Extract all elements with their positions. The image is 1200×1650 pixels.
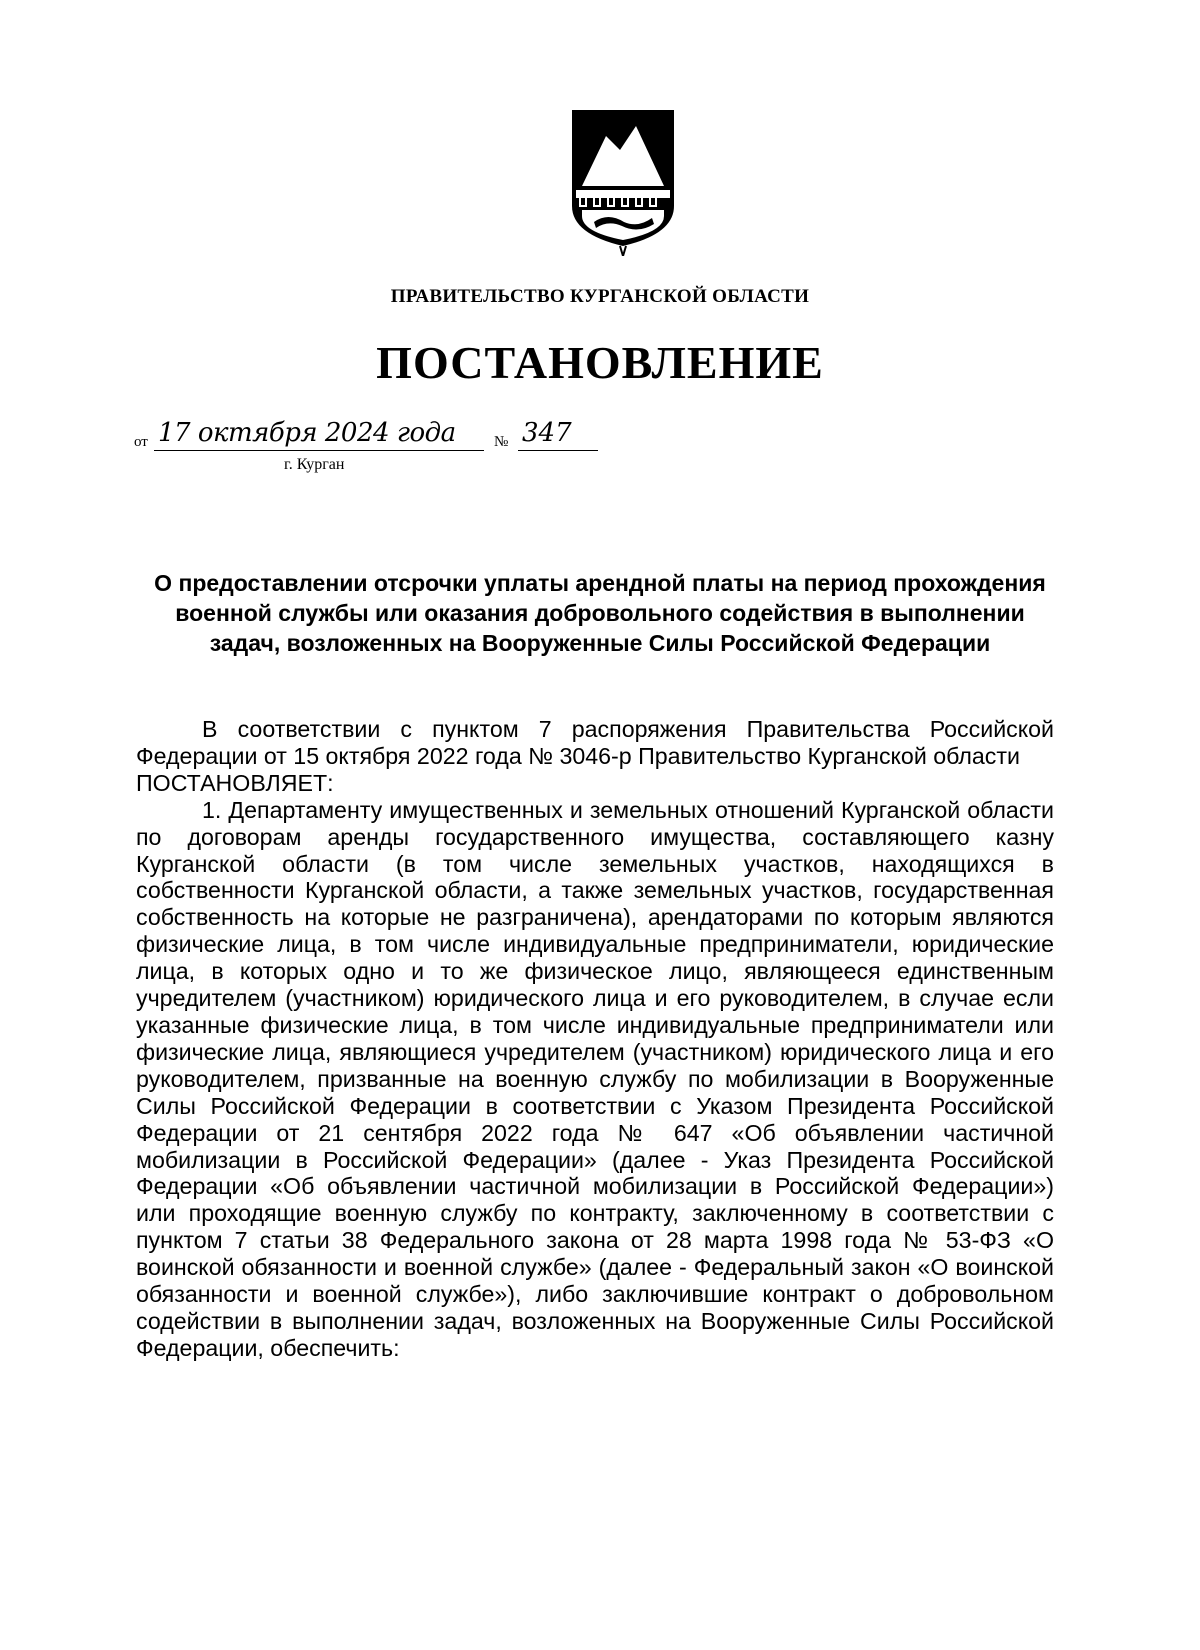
coat-of-arms-emblem bbox=[568, 106, 678, 256]
document-body bbox=[136, 716, 1054, 1362]
number-label: № bbox=[494, 434, 509, 450]
document-type-title: ПОСТАНОВЛЕНИЕ bbox=[376, 337, 824, 388]
issuing-city: г. Курган bbox=[284, 456, 345, 473]
date-number-line bbox=[134, 418, 614, 478]
preamble-paragraph: В соответствии с пунктом 7 распоряжения Правительства Российской Федерации от 15 октября 2022 года № 3046-р Правительство Курганской области bbox=[136, 716, 1054, 769]
date-prefix: от bbox=[134, 434, 148, 450]
document-date: 17 октября 2024 года bbox=[158, 418, 456, 448]
item-1-paragraph: 1. Департаменту имущественных и земельных отношений Курганской области по договорам аренды государственного имущества, составляющего казну Курганской области (в том числе земельных участков, находящихся в собственности Курганской области, а также земельных участков, государственная собственность на которые не разграничена), арендаторами по которым являются физические лица, в том числе индивидуальные предприниматели, юридические лица, в которых одно и то же физическое лицо, являющееся единственным учредителем (участником) юридического лица и его руководителем, в случае если указанные физические лица, в том числе индивидуальные предприниматели или физические лица, являющиеся учредителем (участником) юридического лица и его руководителем, призванные на военную службу по мобилизации в Вооруженные Силы Российской Федерации в соответствии с Указом Президента Российской Федерации от 21 сентября 2022 года № 647 «Об объявлении частичной мобилизации в Российской Федерации» (далее - Указ Президента Российской Федерации «Об объявлении частичной мобилизации в Российской Федерации») или проходящие военную службу по контракту, заключенному в соответствии с пунктом 7 статьи 38 Федерального закона от 28 марта 1998 года № 53-ФЗ «О воинской обязанности и военной службе» (далее - Федеральный закон «О воинской обязанности и военной службе»), либо заключившие контракт о добровольном содействии в выполнении задач, возложенных на Вооруженные Силы Российской Федерации, обеспечить: bbox=[136, 796, 1054, 1361]
document-number: 347 bbox=[522, 418, 572, 448]
document-subject: О предоставлении отсрочки уплаты арендной платы на период прохождения военной службы или оказания добровольного содействия в выполнении задач, возложенных на Вооруженные Силы Российской Федерации bbox=[154, 570, 1046, 656]
issuing-authority: ПРАВИТЕЛЬСТВО КУРГАНСКОЙ ОБЛАСТИ bbox=[390, 286, 810, 307]
resolution-word: ПОСТАНОВЛЯЕТ: bbox=[136, 769, 334, 796]
